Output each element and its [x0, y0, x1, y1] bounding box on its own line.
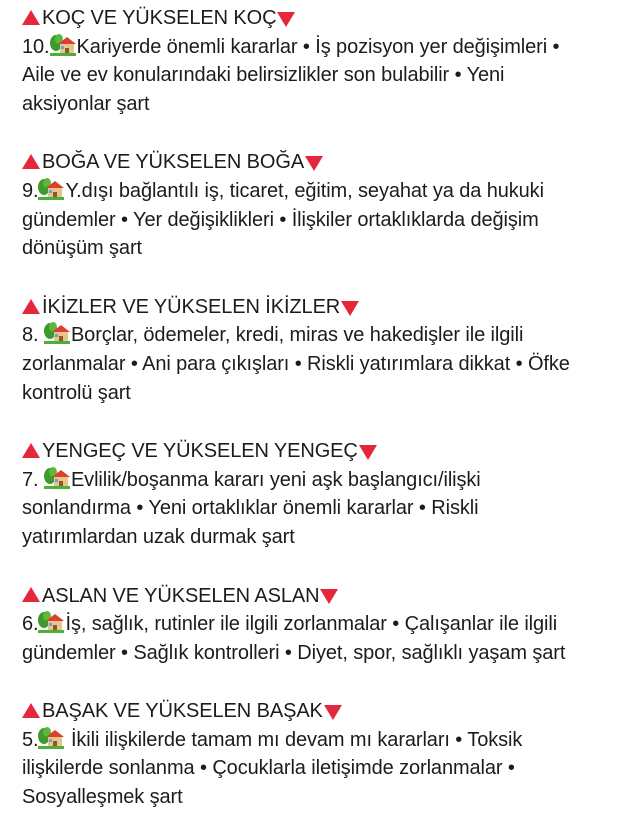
section-heading — [22, 697, 628, 726]
item-number: 5. — [22, 728, 39, 751]
section-heading — [22, 148, 628, 177]
red-triangle-down-icon — [324, 705, 342, 720]
red-triangle-up-icon — [22, 10, 40, 25]
body-line: Aile ve ev konularındaki belirsizlikler son bulabilir • Yeni — [22, 64, 505, 87]
heading-text: BOĞA VE YÜKSELEN BOĞA — [42, 151, 305, 174]
body-line: dönüşüm şart — [22, 237, 142, 260]
section-koc — [22, 4, 628, 118]
body-text: İş, sağlık, rutinler ile ilgili zorlanmalar • Çalışanlar ile ilgili — [65, 613, 558, 636]
body-line: zorlanmalar • Ani para çıkışları • Riskli yatırımlara dikkat • Öfke — [22, 352, 570, 375]
section-heading — [22, 437, 628, 466]
body-line: Sosyalleşmek şart — [22, 786, 183, 809]
body-line — [22, 177, 628, 206]
heading-text: İKİZLER VE YÜKSELEN İKİZLER — [42, 295, 341, 318]
body-line: kontrolü şart — [22, 381, 131, 404]
red-triangle-up-icon — [22, 443, 40, 458]
section-heading — [22, 582, 628, 611]
item-number: 7. — [22, 468, 44, 491]
red-triangle-up-icon — [22, 154, 40, 169]
house-with-garden-icon — [44, 467, 70, 489]
red-triangle-up-icon — [22, 587, 40, 602]
body-text: İkili ilişkilerde tamam mı devam mı kararları • Toksik — [65, 728, 523, 751]
body-line: aksiyonlar şart — [22, 92, 150, 115]
red-triangle-up-icon — [22, 299, 40, 314]
heading-text: ASLAN VE YÜKSELEN ASLAN — [42, 584, 320, 607]
section-aslan — [22, 582, 628, 668]
body-line — [22, 610, 628, 639]
section-basak — [22, 697, 628, 811]
house-with-garden-icon — [50, 34, 76, 56]
section-heading — [22, 4, 628, 33]
red-triangle-up-icon — [22, 703, 40, 718]
red-triangle-down-icon — [359, 445, 377, 460]
body-line: ilişkilerde sonlanma • Çocuklarla iletişimde zorlanmalar • — [22, 757, 515, 780]
body-line — [22, 726, 628, 755]
heading-text: KOÇ VE YÜKSELEN KOÇ — [42, 7, 277, 29]
body-text: Evlilik/boşanma kararı yeni aşk başlangıcı/ilişki — [70, 468, 481, 491]
item-number: 9. — [22, 179, 39, 202]
red-triangle-down-icon — [320, 589, 338, 604]
item-number: 6. — [22, 613, 39, 636]
section-heading — [22, 293, 628, 322]
red-triangle-down-icon — [277, 12, 295, 27]
heading-text: BAŞAK VE YÜKSELEN BAŞAK — [42, 700, 323, 723]
house-with-garden-icon — [38, 727, 64, 749]
body-text: Borçlar, ödemeler, kredi, miras ve hakedişler ile ilgili — [70, 324, 524, 347]
body-text: Kariyerde önemli kararlar • İş pozisyon yer değişimleri • — [76, 35, 560, 58]
body-line — [22, 321, 628, 350]
red-triangle-down-icon — [305, 156, 323, 171]
section-yengec — [22, 437, 628, 551]
house-with-garden-icon — [44, 322, 70, 344]
body-line — [22, 33, 628, 62]
house-with-garden-icon — [38, 611, 64, 633]
body-line: gündemler • Yer değişiklikleri • İlişkiler ortaklıklarda değişim — [22, 208, 539, 231]
body-line: sonlandırma • Yeni ortaklıklar önemli kararlar • Riskli — [22, 497, 479, 520]
body-line: yatırımlardan uzak durmak şart — [22, 525, 295, 548]
body-line: gündemler • Sağlık kontrolleri • Diyet, spor, sağlıklı yaşam şart — [22, 641, 566, 664]
item-number: 8. — [22, 324, 44, 347]
section-boga — [22, 148, 628, 262]
section-ikizler — [22, 293, 628, 407]
body-text: Y.dışı bağlantılı iş, ticaret, eğitim, seyahat ya da hukuki — [65, 179, 544, 202]
body-line — [22, 466, 628, 495]
heading-text: YENGEÇ VE YÜKSELEN YENGEÇ — [42, 440, 358, 463]
house-with-garden-icon — [38, 178, 64, 200]
red-triangle-down-icon — [341, 301, 359, 316]
item-number: 10. — [22, 35, 50, 58]
